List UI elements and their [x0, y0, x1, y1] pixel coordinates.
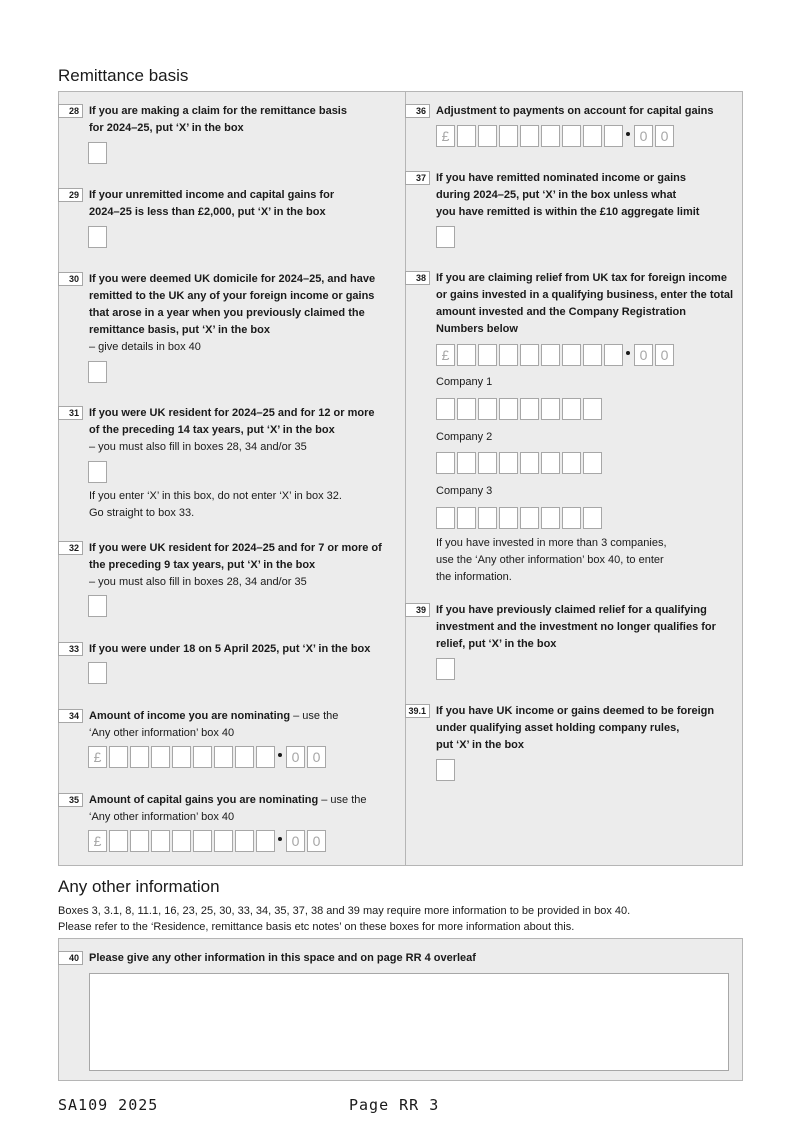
note-line: If you have invested in more than 3 companies,	[436, 537, 667, 549]
digit-cell[interactable]	[499, 507, 518, 529]
decimal-point	[626, 132, 630, 136]
currency-cell: £	[88, 746, 107, 768]
digit-cell[interactable]	[520, 398, 539, 420]
panel-divider	[405, 92, 406, 865]
box-40-textarea[interactable]	[89, 973, 729, 1071]
q32-line: If you were UK resident for 2024–25 and for 7 or more of	[89, 542, 382, 554]
digit-cell[interactable]	[457, 452, 476, 474]
box-number-36: 36	[405, 104, 430, 118]
digit-cell[interactable]	[478, 344, 497, 366]
digit-cell[interactable]	[235, 830, 254, 852]
digit-cell[interactable]	[562, 452, 581, 474]
digit-cell[interactable]	[541, 398, 560, 420]
digit-cell[interactable]	[457, 507, 476, 529]
digit-cell[interactable]	[457, 398, 476, 420]
q33-line: If you were under 18 on 5 April 2025, put ‘X’ in the box	[89, 643, 371, 655]
q35-rest: – use the	[318, 794, 367, 806]
box-31-note	[89, 488, 342, 522]
pence-cell: 0	[655, 344, 674, 366]
digit-cell[interactable]	[583, 452, 602, 474]
q39-line: investment and the investment no longer qualifies for	[436, 621, 716, 633]
digit-cell[interactable]	[478, 398, 497, 420]
q32-sub: – you must also fill in boxes 28, 34 and/or 35	[89, 576, 307, 588]
q28-line: If you are making a claim for the remittance basis	[89, 105, 347, 117]
intro-line: Boxes 3, 3.1, 8, 11.1, 16, 23, 25, 30, 33, 34, 35, 37, 38 and 39 may require more information to be provided in box 40.	[58, 905, 631, 917]
q36-line: Adjustment to payments on account for capital gains	[436, 105, 714, 117]
q38-line: or gains invested in a qualifying business, enter the total	[436, 289, 734, 301]
digit-cell[interactable]	[562, 398, 581, 420]
pence-cell: 0	[286, 830, 305, 852]
digit-cell[interactable]	[499, 398, 518, 420]
digit-cell[interactable]	[478, 452, 497, 474]
pence-cell: 0	[655, 125, 674, 147]
box-number-32: 32	[58, 541, 83, 555]
digit-cell[interactable]	[583, 125, 602, 147]
q34-rest: – use the	[290, 710, 339, 722]
pence-cell: 0	[634, 344, 653, 366]
q39-line: If you have previously claimed relief for a qualifying	[436, 604, 707, 616]
digit-cell[interactable]	[214, 746, 233, 768]
digit-cell[interactable]	[256, 746, 275, 768]
digit-cell[interactable]	[193, 830, 212, 852]
digit-cell[interactable]	[604, 125, 623, 147]
digit-cell[interactable]	[583, 344, 602, 366]
page-number: Page RR 3	[349, 1096, 440, 1114]
digit-cell[interactable]	[499, 125, 518, 147]
company-1-label: Company 1	[436, 376, 493, 388]
digit-cell[interactable]	[151, 746, 170, 768]
other-info-intro	[58, 903, 630, 935]
digit-cell[interactable]	[172, 830, 191, 852]
q38-line: Numbers below	[436, 323, 518, 335]
box-number-40: 40	[58, 951, 83, 965]
box-number-29: 29	[58, 188, 83, 202]
q391-line: under qualifying asset holding company rules,	[436, 722, 680, 734]
digit-cell[interactable]	[562, 344, 581, 366]
pence-cell: 0	[634, 125, 653, 147]
box-37-checkbox[interactable]	[436, 226, 455, 248]
digit-cell[interactable]	[457, 125, 476, 147]
currency-cell: £	[436, 344, 455, 366]
q28-line: for 2024–25, put ‘X’ in the box	[89, 122, 244, 134]
q29-line: If your unremitted income and capital gains for	[89, 189, 335, 201]
digit-cell[interactable]	[499, 344, 518, 366]
q35-line2: ‘Any other information’ box 40	[89, 811, 235, 823]
digit-cell[interactable]	[130, 746, 149, 768]
q31-sub: – you must also fill in boxes 28, 34 and/or 35	[89, 441, 307, 453]
box-number-28: 28	[58, 104, 83, 118]
digit-cell[interactable]	[562, 125, 581, 147]
digit-cell[interactable]	[214, 830, 233, 852]
digit-cell[interactable]	[541, 344, 560, 366]
digit-cell[interactable]	[436, 507, 455, 529]
box-number-39-1: 39.1	[405, 704, 430, 718]
section-heading-other-info: Any other information	[58, 877, 220, 896]
digit-cell[interactable]	[436, 452, 455, 474]
q34-line2: ‘Any other information’ box 40	[89, 727, 235, 739]
note-line: the information.	[436, 571, 512, 583]
box-33-checkbox[interactable]	[88, 662, 107, 684]
company-2-label: Company 2	[436, 431, 493, 443]
digit-cell[interactable]	[541, 452, 560, 474]
pence-cell: 0	[307, 746, 326, 768]
companies-note	[436, 535, 667, 586]
digit-cell[interactable]	[520, 344, 539, 366]
box-39-1-checkbox[interactable]	[436, 759, 455, 781]
digit-cell[interactable]	[193, 746, 212, 768]
box-30-checkbox[interactable]	[88, 361, 107, 383]
digit-cell[interactable]	[478, 125, 497, 147]
digit-cell[interactable]	[604, 344, 623, 366]
digit-cell[interactable]	[541, 507, 560, 529]
note-line: Go straight to box 33.	[89, 507, 195, 519]
pence-cell: 0	[307, 830, 326, 852]
q30-line: remitted to the UK any of your foreign income or gains	[89, 290, 375, 302]
q30-line: If you were deemed UK domicile for 2024–25, and have	[89, 273, 376, 285]
q30-line: remittance basis, put ‘X’ in the box	[89, 324, 270, 336]
intro-line: Please refer to the ‘Residence, remittance basis etc notes’ on these boxes for more information about this.	[58, 921, 575, 933]
decimal-point	[278, 837, 282, 841]
q31-line: of the preceding 14 tax years, put ‘X’ in the box	[89, 424, 335, 436]
digit-cell[interactable]	[541, 125, 560, 147]
digit-cell[interactable]	[256, 830, 275, 852]
box-number-38: 38	[405, 271, 430, 285]
digit-cell[interactable]	[583, 398, 602, 420]
digit-cell[interactable]	[520, 125, 539, 147]
digit-cell[interactable]	[151, 830, 170, 852]
box-28-checkbox[interactable]	[88, 142, 107, 164]
q391-line: put ‘X’ in the box	[436, 739, 524, 751]
digit-cell[interactable]	[520, 507, 539, 529]
q37-line: during 2024–25, put ‘X’ in the box unless what	[436, 189, 677, 201]
q35-bold: Amount of capital gains you are nominating	[89, 794, 319, 806]
box-number-33: 33	[58, 642, 83, 656]
currency-cell: £	[88, 830, 107, 852]
pence-cell: 0	[286, 746, 305, 768]
q39-line: relief, put ‘X’ in the box	[436, 638, 557, 650]
box-39-checkbox[interactable]	[436, 658, 455, 680]
note-line: use the ‘Any other information’ box 40, to enter	[436, 554, 664, 566]
q31-line: If you were UK resident for 2024–25 and for 12 or more	[89, 407, 375, 419]
q29-line: 2024–25 is less than £2,000, put ‘X’ in the box	[89, 206, 326, 218]
section-heading-remittance: Remittance basis	[58, 66, 189, 85]
q37-line: If you have remitted nominated income or gains	[436, 172, 686, 184]
digit-cell[interactable]	[457, 344, 476, 366]
digit-cell[interactable]	[109, 830, 128, 852]
q391-line: If you have UK income or gains deemed to be foreign	[436, 705, 715, 717]
company-3-label: Company 3	[436, 485, 493, 497]
box-number-30: 30	[58, 272, 83, 286]
q30-sub: – give details in box 40	[89, 341, 201, 353]
digit-cell[interactable]	[109, 746, 128, 768]
q37-line: you have remitted is within the £10 aggregate limit	[436, 206, 700, 218]
digit-cell[interactable]	[520, 452, 539, 474]
digit-cell[interactable]	[436, 398, 455, 420]
box-29-checkbox[interactable]	[88, 226, 107, 248]
decimal-point	[278, 753, 282, 757]
digit-cell[interactable]	[235, 746, 254, 768]
digit-cell[interactable]	[130, 830, 149, 852]
box-number-31: 31	[58, 406, 83, 420]
q38-line: amount invested and the Company Registration	[436, 306, 686, 318]
q30-line: that arose in a year when you previously claimed the	[89, 307, 365, 319]
box-31-checkbox[interactable]	[88, 461, 107, 483]
currency-cell: £	[436, 125, 455, 147]
digit-cell[interactable]	[583, 507, 602, 529]
digit-cell[interactable]	[562, 507, 581, 529]
box-32-checkbox[interactable]	[88, 595, 107, 617]
box-number-39: 39	[405, 603, 430, 617]
q32-line: the preceding 9 tax years, put ‘X’ in the box	[89, 559, 316, 571]
box-number-35: 35	[58, 793, 83, 807]
digit-cell[interactable]	[499, 452, 518, 474]
box-number-34: 34	[58, 709, 83, 723]
note-line: If you enter ‘X’ in this box, do not enter ‘X’ in box 32.	[89, 490, 342, 502]
q38-line: If you are claiming relief from UK tax for foreign income	[436, 272, 727, 284]
q40-line: Please give any other information in this space and on page RR 4 overleaf	[89, 952, 476, 964]
q34-bold: Amount of income you are nominating	[89, 710, 291, 722]
digit-cell[interactable]	[478, 507, 497, 529]
decimal-point	[626, 351, 630, 355]
form-code: SA109 2025	[58, 1096, 159, 1114]
box-number-37: 37	[405, 171, 430, 185]
digit-cell[interactable]	[172, 746, 191, 768]
